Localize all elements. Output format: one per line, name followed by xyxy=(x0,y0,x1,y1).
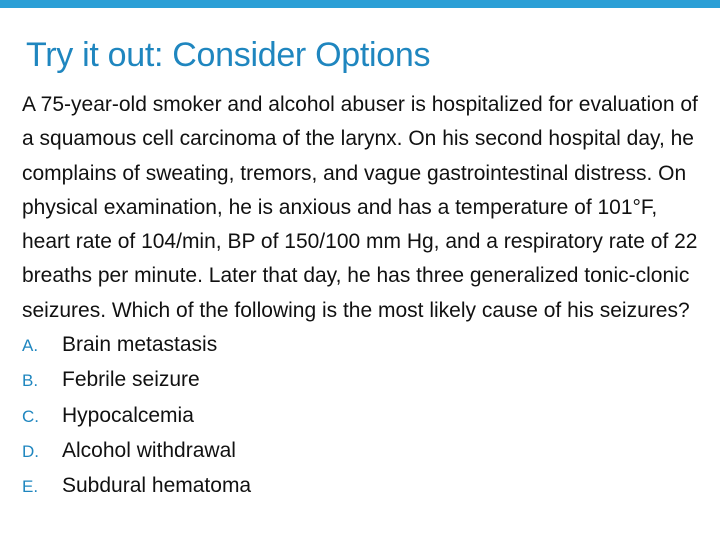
option-letter: A. xyxy=(22,336,39,356)
slide-body xyxy=(22,88,702,505)
option-text: Brain metastasis xyxy=(62,333,218,357)
answer-options xyxy=(22,328,702,504)
option-letter: B. xyxy=(22,371,39,391)
option-e xyxy=(22,469,702,504)
option-b xyxy=(22,363,702,398)
option-text: Hypocalcemia xyxy=(62,403,194,427)
option-letter: C. xyxy=(22,406,39,426)
top-accent-bar xyxy=(0,0,720,8)
option-text: Subdural hematoma xyxy=(62,474,252,498)
option-text: Febrile seizure xyxy=(62,368,200,392)
option-c xyxy=(22,399,702,434)
slide-title: Try it out: Consider Options xyxy=(26,36,431,74)
option-text: Alcohol withdrawal xyxy=(62,438,236,462)
question-text: A 75-year-old smoker and alcohol abuser is hospitalized for evaluation of a squamous cell carcinoma of the larynx. On his second hospital day, he complains of sweating, tremors, and vague gastrointestinal distress. On physical examination, he is anxious and has a temperature of 101°F, heart rate of 104/min, BP of 150/100 mm Hg, and a respiratory rate of 22 breaths per minute. Later that day, he has three generalized tonic-clonic seizures. Which of the following is the most likely cause of his seizures? xyxy=(22,93,698,322)
option-letter: E. xyxy=(22,477,39,497)
option-d xyxy=(22,434,702,469)
option-letter: D. xyxy=(22,441,39,461)
option-a xyxy=(22,328,702,363)
